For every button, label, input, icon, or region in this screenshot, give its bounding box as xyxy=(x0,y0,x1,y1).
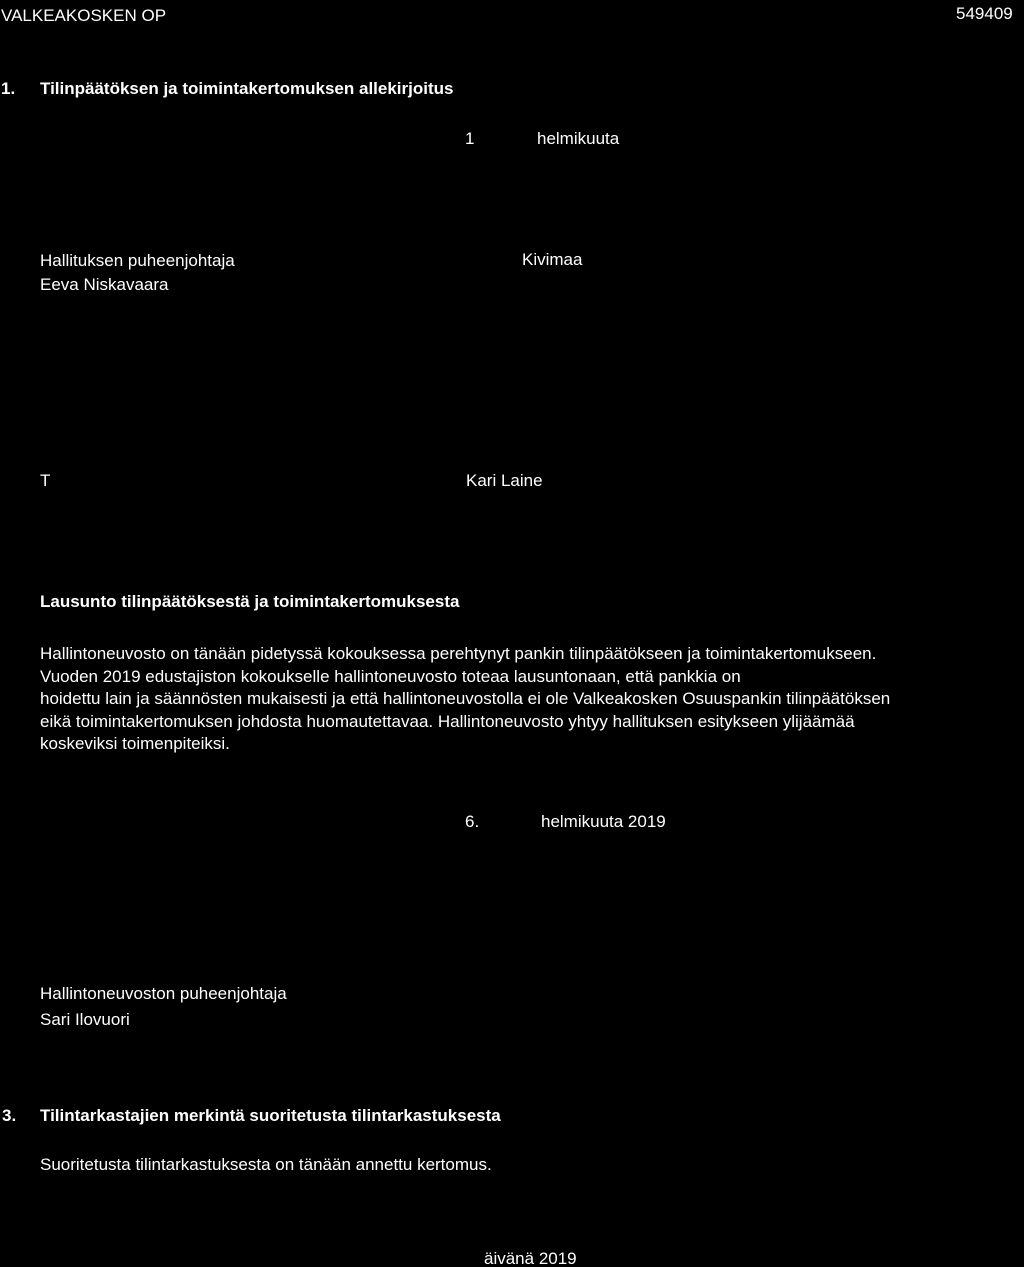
signer-2-name: Kivimaa xyxy=(522,250,583,269)
organization-name: VALKEAKOSKEN OP xyxy=(1,6,167,25)
council-chair-role: Hallintoneuvoston puheenjohtaja xyxy=(40,984,287,1003)
section-2-title: Lausunto tilinpäätöksestä ja toimintakertomuksesta xyxy=(40,592,460,611)
document-number: 549409 xyxy=(956,4,1013,23)
signer-3-fragment: T xyxy=(40,471,51,490)
paragraph-line: hoidettu lain ja säännösten mukaisesti ja että hallintoneuvostolla ei ole Valkeakosken Osuuspankin tilinpäätöksen xyxy=(40,689,891,708)
section-3-number: 3. xyxy=(2,1106,17,1125)
paragraph-line: Hallintoneuvosto on tänään pidetyssä kokouksessa perehtynyt pankin tilinpäätökseen ja toimintakertomukseen. xyxy=(40,644,877,663)
council-chair-name: Sari Ilovuori xyxy=(40,1010,130,1029)
section-1-date-day: 1 xyxy=(465,129,475,148)
section-1-number: 1. xyxy=(1,79,16,98)
paragraph-line: eikä toimintakertomuksen johdosta huomautettavaa. Hallintoneuvosto yhtyy hallituksen esitykseen ylijäämää xyxy=(40,711,855,731)
section-2-date-day: 6. xyxy=(465,812,480,831)
section-1-date-month: helmikuuta xyxy=(537,129,620,148)
signer-1-role: Hallituksen puheenjohtaja xyxy=(40,251,235,270)
section-1-title: Tilinpäätöksen ja toimintakertomuksen allekirjoitus xyxy=(40,79,454,98)
signer-4-name: Kari Laine xyxy=(466,471,543,490)
paragraph-line: Vuoden 2019 edustajiston kokoukselle hallintoneuvosto toteaa lausuntonaan, että pankkia on xyxy=(40,666,741,686)
section-3-date-fragment: äivänä 2019 xyxy=(484,1249,577,1267)
section-3-text: Suoritetusta tilintarkastuksesta on tänään annettu kertomus. xyxy=(40,1155,492,1174)
section-2-paragraph xyxy=(40,643,990,756)
signer-1-name: Eeva Niskavaara xyxy=(40,275,169,294)
paragraph-line: koskeviksi toimenpiteiksi. xyxy=(40,734,230,753)
section-3-title: Tilintarkastajien merkintä suoritetusta tilintarkastuksesta xyxy=(40,1106,501,1125)
section-2-date-month-year: helmikuuta 2019 xyxy=(541,812,666,831)
